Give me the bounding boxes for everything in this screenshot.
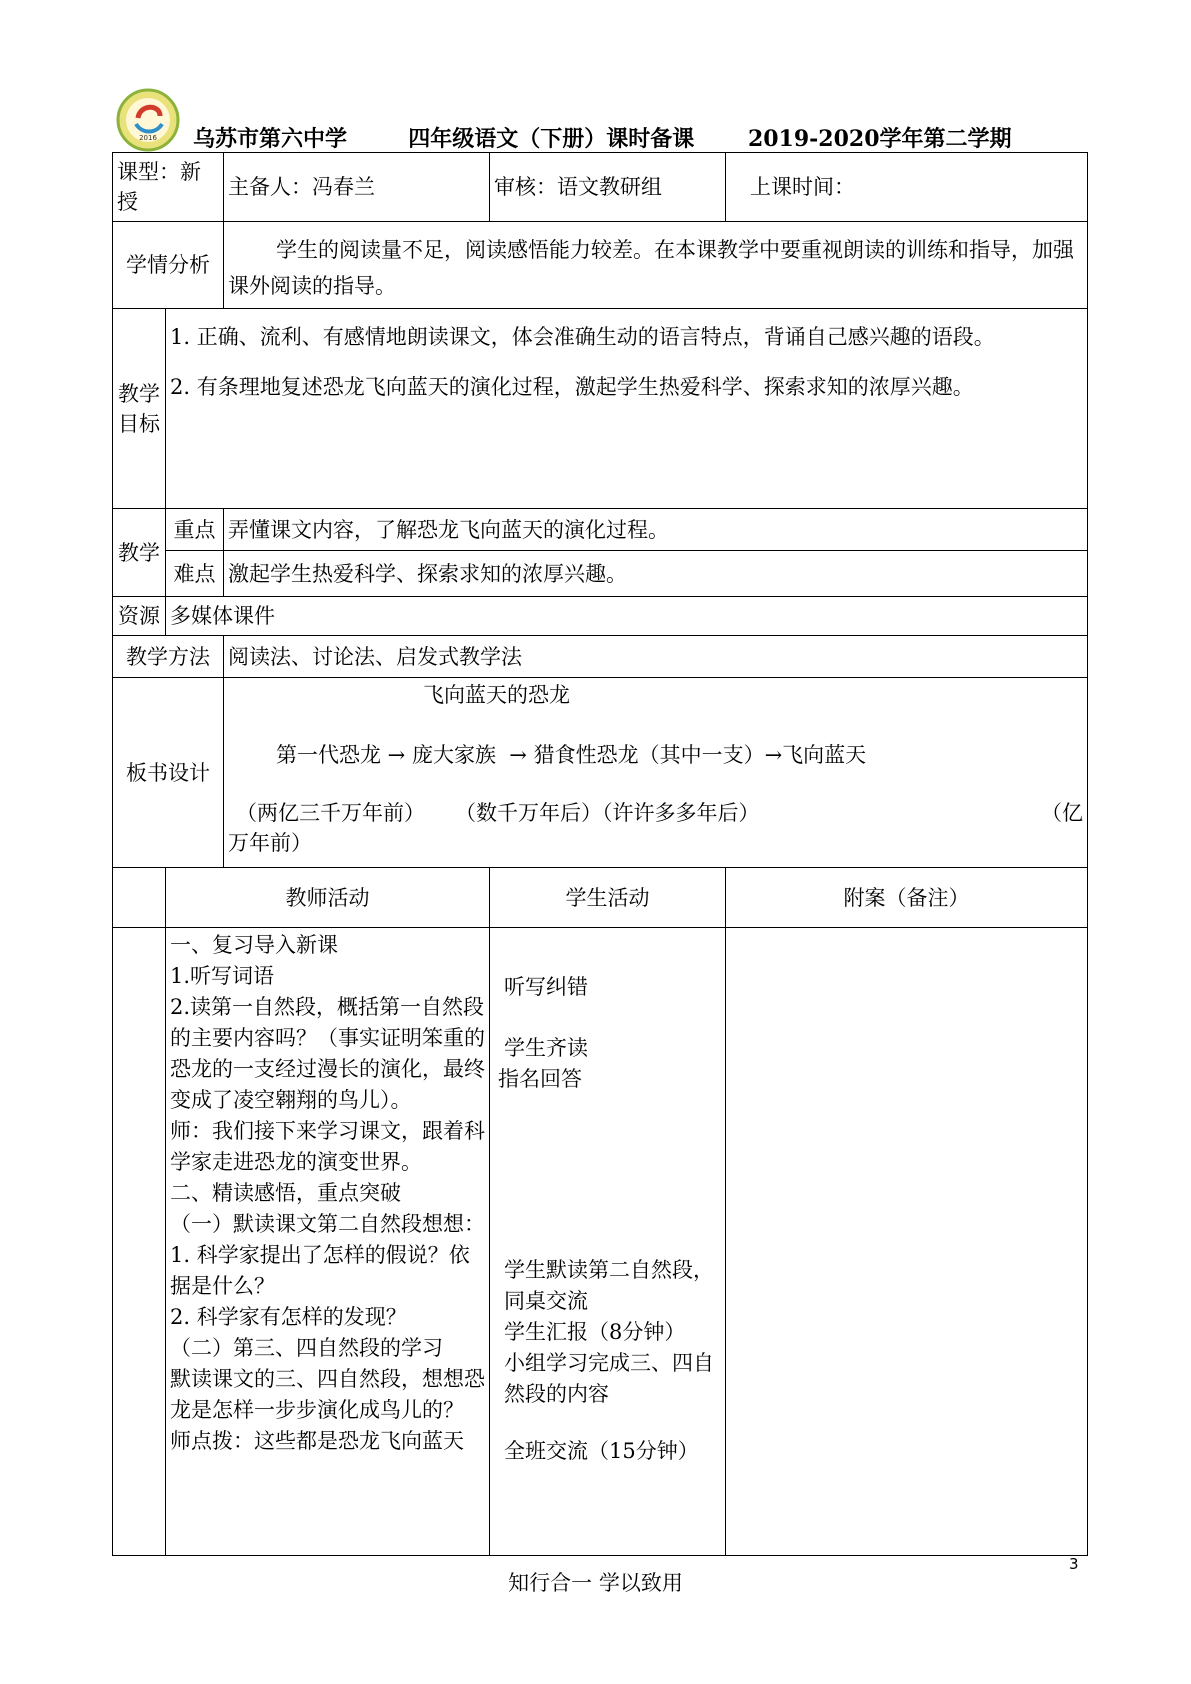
teacher-step: 一、复习导入新课 [170,933,338,957]
term: 2019-2020学年第二学期 [747,126,1012,152]
analysis-label: 学情分析 [113,222,224,309]
goals-text [166,309,1088,509]
info-row [113,153,1088,222]
resources-label: 资源 [113,597,166,636]
board-label: 板书设计 [113,678,224,868]
methods-label: 教学方法 [113,636,224,678]
analysis-text: 学生的阅读量不足，阅读感悟能力较差。在本课教学中要重视朗读的训练和指导，加强课外阅读的指导。 [224,222,1088,309]
goal-2: 2. 有条理地复述恐龙飞向蓝天的演化过程，激起学生热爱科学、探索求知的浓厚兴趣。 [170,375,974,399]
difficulty-row [113,551,1088,597]
goal-1: 1. 正确、流利、有感情地朗读课文，体会准确生动的语言特点，背诵自己感兴趣的语段。 [170,325,995,349]
goals-row [113,309,1088,509]
student-step: 听写纠错 [504,975,588,999]
student-activity [490,928,726,1556]
teacher-step: 默读课文的三、四自然段，想想恐龙是怎样一步步演化成鸟儿的？ [170,1367,485,1422]
lesson-plan-table [112,152,1088,1556]
focus-label: 教学 [113,509,166,597]
teacher-activity [166,928,490,1556]
notes-cell [726,928,1088,1556]
student-step: 全班交流（15分钟） [504,1439,699,1463]
teacher-activity-header: 教师活动 [166,868,490,928]
teacher-step: 2.读第一自然段，概括第一自然段的主要内容吗？（事实证明笨重的恐龙的一支经过漫长的演化，最终变成了凌空翱翔的鸟儿）。 [170,995,485,1112]
footer-motto: 知行合一 学以致用 [508,1571,683,1595]
page-number: 3 [1069,1555,1079,1573]
teacher-step: 师：我们接下来学习课文，跟着科学家走进恐龙的演变世界。 [170,1119,485,1174]
analysis-row [113,222,1088,309]
teacher-step: 二、精读感悟，重点突破 [170,1181,401,1205]
board-design [224,678,1088,868]
goals-label: 教学 目标 [113,309,166,509]
activity-header-row [113,868,1088,928]
resources-text: 多媒体课件 [166,597,1088,636]
board-line-3: 万年前） [228,831,312,855]
resources-row [113,597,1088,636]
student-step: 学生齐读 [504,1036,588,1060]
teacher-step: 1.听写词语 [170,964,275,988]
page-header [193,122,1012,153]
blank-cell [113,868,166,928]
school-name: 乌苏市第六中学 [193,126,348,152]
notes-header: 附案（备注） [726,868,1088,928]
difficulty-text: 激起学生热爱科学、探索求知的浓厚兴趣。 [224,551,1088,597]
board-title: 飞向蓝天的恐龙 [423,683,570,707]
board-line-1: 第一代恐龙 → 庞大家族 → 猎食性恐龙（其中一支）→飞向蓝天 [276,743,867,767]
student-activity-header: 学生活动 [490,868,726,928]
methods-row [113,636,1088,678]
board-line-2: （两亿三千万年前） （数千万年后）（许许多多年后） （亿 [236,801,1083,825]
teacher-step: 2. 科学家有怎样的发现？ [170,1305,407,1329]
key-label: 重点 [166,509,224,551]
preparer: 主备人：冯春兰 [224,153,490,222]
blank-cell [113,928,166,1556]
student-step: 小组学习完成三、四自然段的内容 [504,1351,714,1406]
student-step: 指名回答 [498,1067,582,1091]
teacher-step: （二）第三、四自然段的学习 [170,1336,443,1360]
logo-year: 2016 [139,134,157,142]
activity-row [113,928,1088,1556]
teacher-step: 师点拨：这些都是恐龙飞向蓝天 [170,1429,464,1453]
teacher-step: （一）默读课文第二自然段想想： [170,1212,485,1236]
key-point-row [113,509,1088,551]
methods-text: 阅读法、讨论法、启发式教学法 [224,636,1088,678]
student-step: 学生汇报（8分钟） [504,1320,686,1344]
student-step: 学生默读第二自然段，同桌交流 [504,1258,714,1313]
lesson-type: 课型：新授 [113,153,224,222]
difficulty-label: 难点 [166,551,224,597]
class-time: 上课时间： [726,153,1088,222]
reviewer: 审核：语文教研组 [490,153,726,222]
key-text: 弄懂课文内容，了解恐龙飞向蓝天的演化过程。 [224,509,1088,551]
school-logo [116,88,180,152]
course-title: 四年级语文（下册）课时备课 [408,126,695,152]
board-row [113,678,1088,868]
teacher-step: 1. 科学家提出了怎样的假说？依据是什么？ [170,1243,470,1298]
